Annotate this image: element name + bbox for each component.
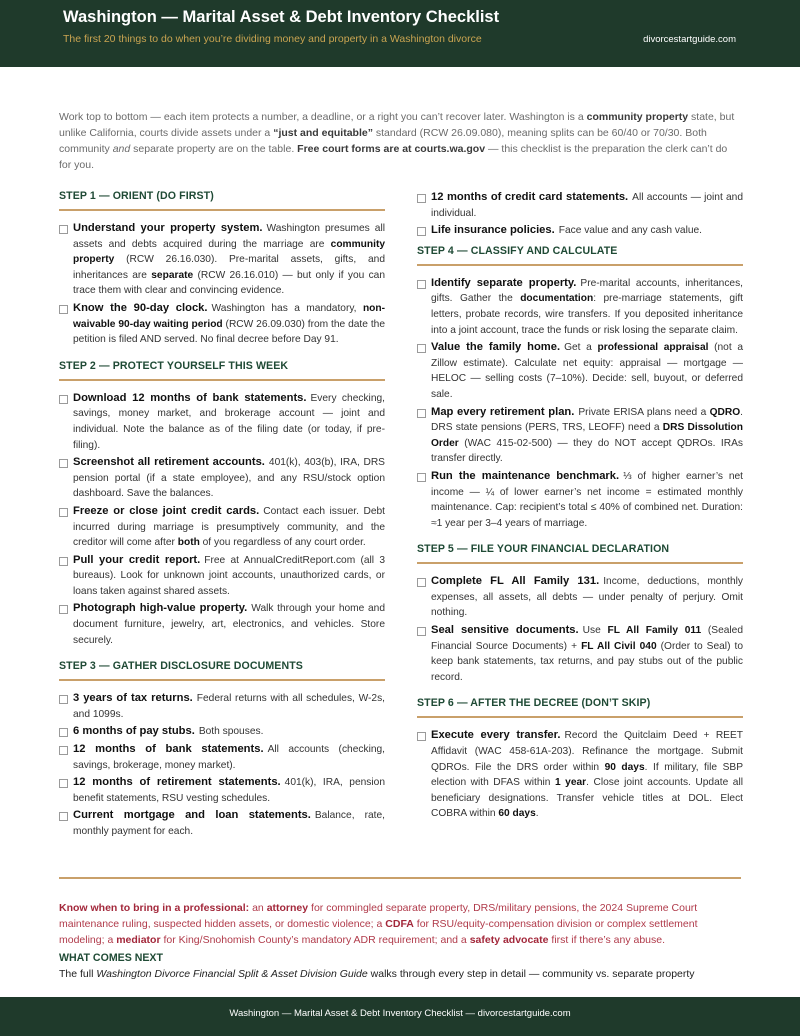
checkbox[interactable] <box>417 344 426 353</box>
item-bold: both <box>177 537 200 549</box>
checklist-item <box>59 221 385 299</box>
checklist-item <box>59 391 385 453</box>
item-text: : pre-marriage statements, gift letters, probate records, wire transfers. If you deposited inheritance into a joint account, trace the funds or risk losing the separate claim. <box>431 293 743 336</box>
professional-callout <box>59 900 741 948</box>
what-comes-next-heading: WHAT COMES NEXT <box>59 952 163 964</box>
item-text: Pre-marital accounts, inheritances, gifts. Gather the <box>431 277 743 305</box>
item-bold: 60 days <box>498 808 536 820</box>
step-1-list <box>59 221 385 348</box>
checkbox[interactable] <box>417 280 426 289</box>
item-bold: community property <box>73 238 385 266</box>
checklist-item <box>417 623 743 685</box>
item-title: Execute every transfer. <box>431 729 561 742</box>
item-title: Understand your property system. <box>73 222 263 234</box>
step-heading: STEP 5 — FILE YOUR FINANCIAL DECLARATION <box>417 543 743 564</box>
item-bold: separate <box>151 269 194 281</box>
item-title: Screenshot all retirement accounts. <box>73 456 265 469</box>
checkbox[interactable] <box>417 227 426 236</box>
callout-text: an <box>249 902 267 914</box>
step-5-list <box>417 574 743 685</box>
checkbox[interactable] <box>59 605 68 614</box>
intro-text: — this checklist is the preparation the clerk can’t do for you. <box>59 143 728 171</box>
checkbox[interactable] <box>59 225 68 234</box>
item-text: Face value and any cash value. <box>558 225 703 237</box>
item-bold: 90 days <box>604 761 645 773</box>
checkbox[interactable] <box>417 409 426 418</box>
checklist-item <box>59 742 385 773</box>
item-text: All accounts (checking, savings, brokerage, money market). <box>73 744 385 771</box>
checklist-item <box>59 301 385 348</box>
item-text: (Sealed Financial Source Documents) + <box>431 625 744 652</box>
item-text: Record the Quitclaim Deed + REET Affidavit (WAC 458-61A-203). Refinance the mortgage. Submit QDROs. File the DRS order within <box>431 730 743 773</box>
callout-bold: mediator <box>116 934 161 946</box>
step-6-list <box>417 728 743 822</box>
checkbox[interactable] <box>59 395 68 404</box>
item-text: (RCW 26.16.030). Pre-marital assets, gifts, and inheritances are <box>73 254 385 281</box>
item-bold: 1 year <box>554 777 587 789</box>
callout-text: for RSU/equity-compensation division or complex settlement modeling; a <box>59 918 698 946</box>
step-3-continued-list <box>417 190 743 239</box>
checklist-item <box>417 574 743 621</box>
callout-text: first if there’s any abuse. <box>548 934 666 946</box>
item-bold: professional appraisal <box>597 342 709 354</box>
checklist-item <box>417 405 743 467</box>
item-title: 12 months of credit card statements. <box>431 191 629 203</box>
item-title: 6 months of pay stubs. <box>73 725 195 738</box>
item-title: Photograph high-value property. <box>73 602 248 615</box>
step-heading: STEP 1 — ORIENT (DO FIRST) <box>59 190 385 211</box>
checklist-item <box>59 455 385 502</box>
item-text: Walk through your home and document furniture, jewelry, art, electronics, and vehicles. Store securely. <box>73 603 385 646</box>
checkbox[interactable] <box>417 627 426 636</box>
checklist-item <box>59 601 385 648</box>
item-bold: FL All Family 011 <box>607 625 702 637</box>
item-text: 401(k), 403(b), IRA, DRS pension portal (if a state employee), and any RSU/stock option dashboard. Save the balances. <box>73 457 385 500</box>
item-text: (RCW 26.09.030) from the date the petition is filed AND served. No final decree before Day 91. <box>73 318 385 346</box>
intro-italic: and <box>112 143 131 155</box>
item-title: Map every retirement plan. <box>431 405 575 418</box>
checkbox[interactable] <box>417 578 426 587</box>
checklist-item <box>59 724 385 740</box>
item-text: Income, deductions, monthly expenses, all assets, all debts — under penalty of perjury. Omit nothing. <box>431 576 743 619</box>
guide-title: Washington Divorce Financial Split & Asset Division Guide <box>96 968 368 980</box>
checklist-item <box>417 276 743 338</box>
left-column <box>59 190 385 842</box>
checkbox[interactable] <box>417 732 426 741</box>
item-title: Life insurance policies. <box>431 224 555 237</box>
callout-bold: CDFA <box>385 918 414 930</box>
next-text: walks through every step in detail — community vs. separate property <box>367 968 695 980</box>
item-title: Identify separate property. <box>431 276 577 289</box>
court-forms-link[interactable]: Free court forms are at courts.wa.gov <box>297 143 486 155</box>
item-title: Seal sensitive documents. <box>431 624 579 637</box>
item-title: Current mortgage and loan statements. <box>73 809 311 822</box>
item-text: Free at AnnualCreditReport.com (all 3 bureaus). Look for unknown joint accounts, unauthorized cards, or loans taken against shared assets. <box>73 554 385 597</box>
item-text: . Close joint accounts. Update all beneficiary designations. Transfer vehicle titles at DOL. Elect COBRA within <box>431 777 743 820</box>
intro-text: state, but unlike California, courts divide assets under a <box>59 111 735 139</box>
checklist-item <box>417 340 743 402</box>
callout-bold: attorney <box>266 902 309 914</box>
checkbox[interactable] <box>59 508 68 517</box>
checklist-item <box>417 190 743 221</box>
step-heading: STEP 2 — PROTECT YOURSELF THIS WEEK <box>59 360 385 381</box>
item-text: Private ERISA plans need a <box>578 406 710 418</box>
item-title: 12 months of bank statements. <box>73 743 264 756</box>
intro-bold: community property <box>586 111 689 123</box>
item-title: Freeze or close joint credit cards. <box>73 504 260 517</box>
checklist-item <box>417 728 743 822</box>
checklist-item <box>417 469 743 531</box>
intro-text: Work top to bottom — each item protects a number, a deadline, or a right you can’t recover later. Washington is a <box>59 111 587 123</box>
right-column <box>417 190 743 824</box>
item-title: Complete FL All Family 131. <box>431 575 600 588</box>
checkbox[interactable] <box>59 746 68 755</box>
checklist-item <box>59 808 385 839</box>
item-text: (Order to Seal) to keep bank statements, tax returns, and pay stubs out of the public record. <box>431 640 743 683</box>
item-title: 3 years of tax returns. <box>73 692 193 705</box>
section-divider <box>59 877 741 879</box>
checkbox[interactable] <box>59 812 68 821</box>
site-link[interactable]: divorcestartguide.com <box>643 34 736 45</box>
item-bold: DRS Dissolution Order <box>431 422 743 449</box>
item-text: All accounts — joint and individual. <box>431 192 743 219</box>
checklist-item <box>59 775 385 806</box>
what-comes-next-text <box>59 968 741 980</box>
item-text: Balance, rate, monthly payment for each. <box>73 810 385 837</box>
page-title: Washington — Marital Asset & Debt Inventory Checklist <box>63 8 500 26</box>
item-text: Federal returns with all schedules, W-2s, and 1099s. <box>73 693 386 720</box>
checklist-item <box>59 691 385 722</box>
item-title: Pull your credit report. <box>73 553 201 566</box>
item-text: Contact each issuer. Debt incurred during marriage is presumptively community, and the creditor will come after <box>73 505 386 549</box>
step-3-list <box>59 691 385 839</box>
checkbox[interactable] <box>59 779 68 788</box>
checkbox[interactable] <box>59 459 68 468</box>
item-text: Both spouses. <box>198 726 264 738</box>
item-title: Value the family home. <box>431 341 561 354</box>
item-text: Washington presumes all assets and debts acquired during the marriage are <box>73 223 385 250</box>
item-text: ⅓ of higher earner’s net income — ¼ of lower earner’s net income = estimated monthly maintenance. Cap: recipient’s total ≤ 40% of combined net. Duration: ≈1 year per 3–4 years of marriage. <box>431 470 744 529</box>
callout-bold: Know when to bring in a professional: <box>59 902 250 914</box>
checkbox[interactable] <box>59 305 68 314</box>
item-bold: non-waivable 90-day waiting period <box>73 302 385 330</box>
item-title: Run the maintenance benchmark. <box>431 469 620 482</box>
item-title: Know the 90-day clock. <box>73 301 208 314</box>
callout-text: for King/Snohomish County’s mandatory ADR requirement; and a <box>160 934 470 946</box>
intro-text: separate property are on the table. <box>130 143 298 155</box>
item-title: Download 12 months of bank statements. <box>73 391 307 404</box>
item-text: Get a <box>564 342 598 354</box>
step-heading: STEP 3 — GATHER DISCLOSURE DOCUMENTS <box>59 660 385 681</box>
checkbox[interactable] <box>417 473 426 482</box>
item-bold: documentation <box>520 293 594 305</box>
page-subtitle: The first 20 things to do when you’re dividing money and property in a Washington divorce <box>63 33 482 45</box>
item-text: 401(k), IRA, pension benefit statements, RSU vesting schedules. <box>73 777 385 804</box>
step-heading: STEP 6 — AFTER THE DECREE (DON’T SKIP) <box>417 697 743 718</box>
intro-text: standard (RCW 26.09.080), meaning splits can be 60/40 or 70/30. Both community <box>59 127 707 155</box>
item-text: of you regardless of any court order. <box>199 537 366 549</box>
page-footer: Washington — Marital Asset & Debt Inventory Checklist — divorcestartguide.com <box>0 997 800 1036</box>
item-text: Every checking, savings, money market, and brokerage account — joint and individual. Note the balance as of the filing date (or today, if pre-filing). <box>73 392 385 451</box>
checklist-item <box>59 553 385 600</box>
item-text: . <box>535 808 539 820</box>
item-title: 12 months of retirement statements. <box>73 776 281 789</box>
checkbox[interactable] <box>417 194 426 203</box>
item-bold: FL All Civil 040 <box>581 640 657 652</box>
callout-text: for commingled separate property, DRS/military pensions, the 2024 Supreme Court maintenance ruling, suspected hidden assets, or domestic violence; a <box>59 902 698 930</box>
checkbox[interactable] <box>59 728 68 737</box>
next-text: The full <box>59 968 97 980</box>
item-bold: QDRO <box>709 406 741 418</box>
checkbox[interactable] <box>59 557 68 566</box>
callout-bold: safety advocate <box>469 934 549 946</box>
intro-paragraph <box>59 109 741 173</box>
step-4-list <box>417 276 743 532</box>
item-text: Washington has a mandatory, <box>211 302 363 314</box>
item-text: . DRS state pensions (PERS, TRS, LEOFF) need a <box>431 406 743 434</box>
step-2-list <box>59 391 385 649</box>
item-text: Use <box>582 625 608 637</box>
checkbox[interactable] <box>59 695 68 704</box>
intro-bold: “just and equitable” <box>273 127 373 139</box>
step-heading: STEP 4 — CLASSIFY AND CALCULATE <box>417 245 743 266</box>
checklist-item <box>417 223 743 239</box>
item-text: (not a Zillow estimate). Calculate net equity: appraisal — mortgage — HELOC — selling costs (7–10%). Decide: sell, buyout, or deferred sale. <box>431 342 743 400</box>
item-text: . If military, file SBP election with DFAS within <box>431 761 743 789</box>
checklist-item <box>59 504 385 551</box>
page-header <box>0 0 800 67</box>
item-text: (RCW 26.16.010) — but only if you can trace them with clear and convincing evidence. <box>73 269 385 297</box>
item-text: (WAC 415-02-500) — they do NOT accept QDROs. IRAs transfer directly. <box>431 437 743 465</box>
